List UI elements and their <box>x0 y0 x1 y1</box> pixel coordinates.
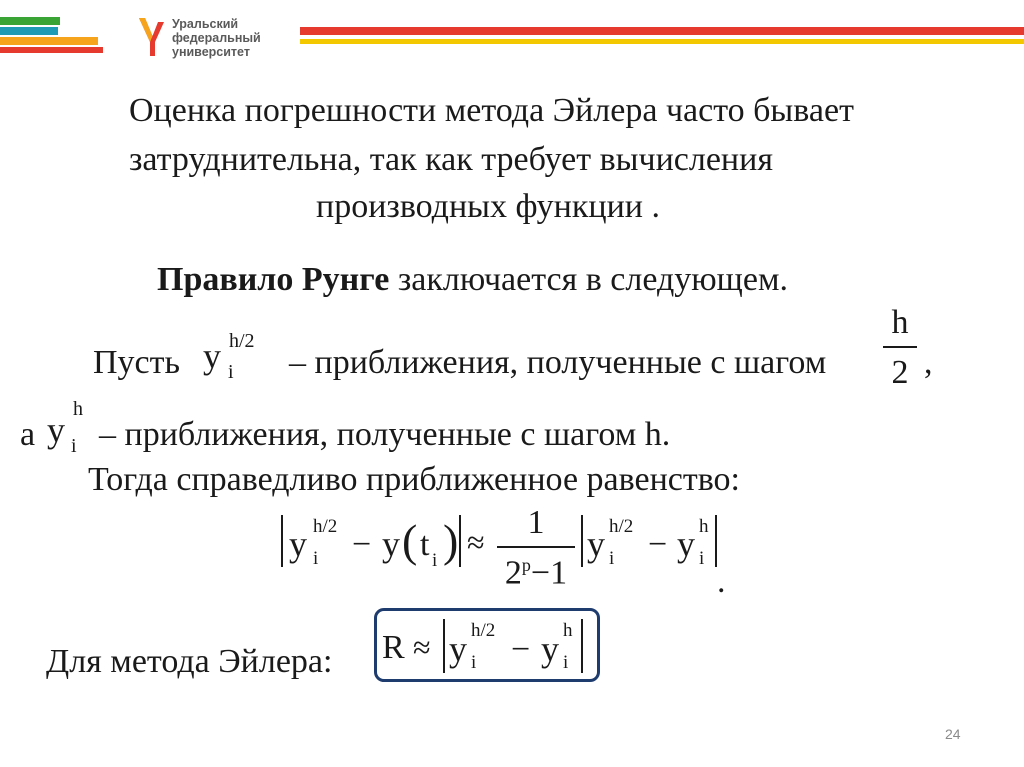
and-sup: h <box>73 398 83 420</box>
abs-bar-2 <box>459 515 461 567</box>
formula-sub4: i <box>699 548 705 569</box>
euler-R: R <box>382 629 405 666</box>
stripe-yellow-right <box>300 39 1024 44</box>
logo-line-2: федеральный <box>172 31 261 45</box>
and-word: а <box>20 416 36 453</box>
den-minus: −1 <box>530 554 568 592</box>
formula-sub3: i <box>609 548 615 569</box>
euler-minus: − <box>511 631 531 668</box>
step-fraction-bar <box>883 346 917 348</box>
step-fraction-den: 2 <box>891 354 909 391</box>
let-y: y <box>203 336 221 376</box>
euler-label: Для метода Эйлера: <box>46 643 333 680</box>
euler-formula-box <box>374 608 600 682</box>
intro-line-1: Оценка погрешности метода Эйлера часто бывает <box>129 92 854 129</box>
page-number: 24 <box>945 726 961 742</box>
step-fraction <box>883 306 917 390</box>
let-comma: , <box>924 344 933 381</box>
intro-line-2: затруднительна, так как требует вычисления <box>129 141 773 178</box>
and-y-symbol <box>47 412 65 448</box>
formula-y1: y <box>289 524 307 564</box>
fraction-num: 1 <box>527 504 545 541</box>
paren-close: ) <box>443 515 459 566</box>
fraction-den <box>497 556 575 590</box>
euler-y2: y <box>541 629 559 669</box>
formula-y3: y <box>587 524 605 564</box>
abs-bar-3 <box>581 515 583 567</box>
abs-bar-4 <box>715 515 717 567</box>
stripe-red-left <box>0 47 103 53</box>
formula-fraction <box>497 506 575 590</box>
let-text: – приближения, полученные с шагом <box>289 344 827 381</box>
runge-rule-rest: заключается в следующем. <box>389 261 788 298</box>
euler-abs-bar-2 <box>581 619 583 673</box>
formula-sup3: h/2 <box>609 516 634 537</box>
formula-t: t <box>420 526 430 563</box>
let-word: Пусть <box>93 344 181 381</box>
formula-approx: ≈ <box>467 524 485 560</box>
let-y-symbol <box>203 338 221 374</box>
abs-bar-1 <box>281 515 283 567</box>
euler-sup1: h/2 <box>471 620 496 641</box>
paren-open: ( <box>402 515 418 566</box>
logo-line-3: университет <box>172 45 250 59</box>
let-sup: h/2 <box>229 330 255 352</box>
let-sub: i <box>228 361 234 383</box>
runge-rule-bold: Правило Рунге <box>157 261 390 298</box>
euler-y1: y <box>449 629 467 669</box>
den-exp: p <box>521 555 531 575</box>
formula-minus2: − <box>648 526 668 563</box>
and-sub: i <box>71 435 77 457</box>
stripe-teal <box>0 27 58 35</box>
stripe-green <box>0 17 60 25</box>
formula-minus1: − <box>352 526 372 563</box>
formula-sup1: h/2 <box>313 516 338 537</box>
then-line: Тогда справедливо приближенное равенство: <box>88 461 740 498</box>
formula-sup4: h <box>699 516 709 537</box>
euler-sub2: i <box>563 652 569 673</box>
step-fraction-num: h <box>891 304 909 341</box>
den-base: 2 <box>504 554 522 592</box>
intro-line-3: производных функции . <box>316 188 660 225</box>
logo-line-1: Уральский <box>172 17 239 31</box>
and-y: y <box>47 410 65 450</box>
fraction-bar <box>497 546 575 548</box>
euler-approx: ≈ <box>413 629 431 665</box>
euler-sub1: i <box>471 652 477 673</box>
and-text: – приближения, полученные с шагом h. <box>99 416 671 453</box>
runge-rule <box>157 263 788 297</box>
stripe-red-right <box>300 27 1024 35</box>
formula-period: . <box>717 563 726 600</box>
formula-t-sub: i <box>432 550 438 571</box>
euler-sup2: h <box>563 620 573 641</box>
formula-y2: y <box>382 524 400 564</box>
formula-sub1: i <box>313 548 319 569</box>
euler-abs-bar-1 <box>443 619 445 673</box>
stripe-orange <box>0 37 98 45</box>
logo-mark-icon <box>136 16 166 58</box>
formula-y4: y <box>677 524 695 564</box>
